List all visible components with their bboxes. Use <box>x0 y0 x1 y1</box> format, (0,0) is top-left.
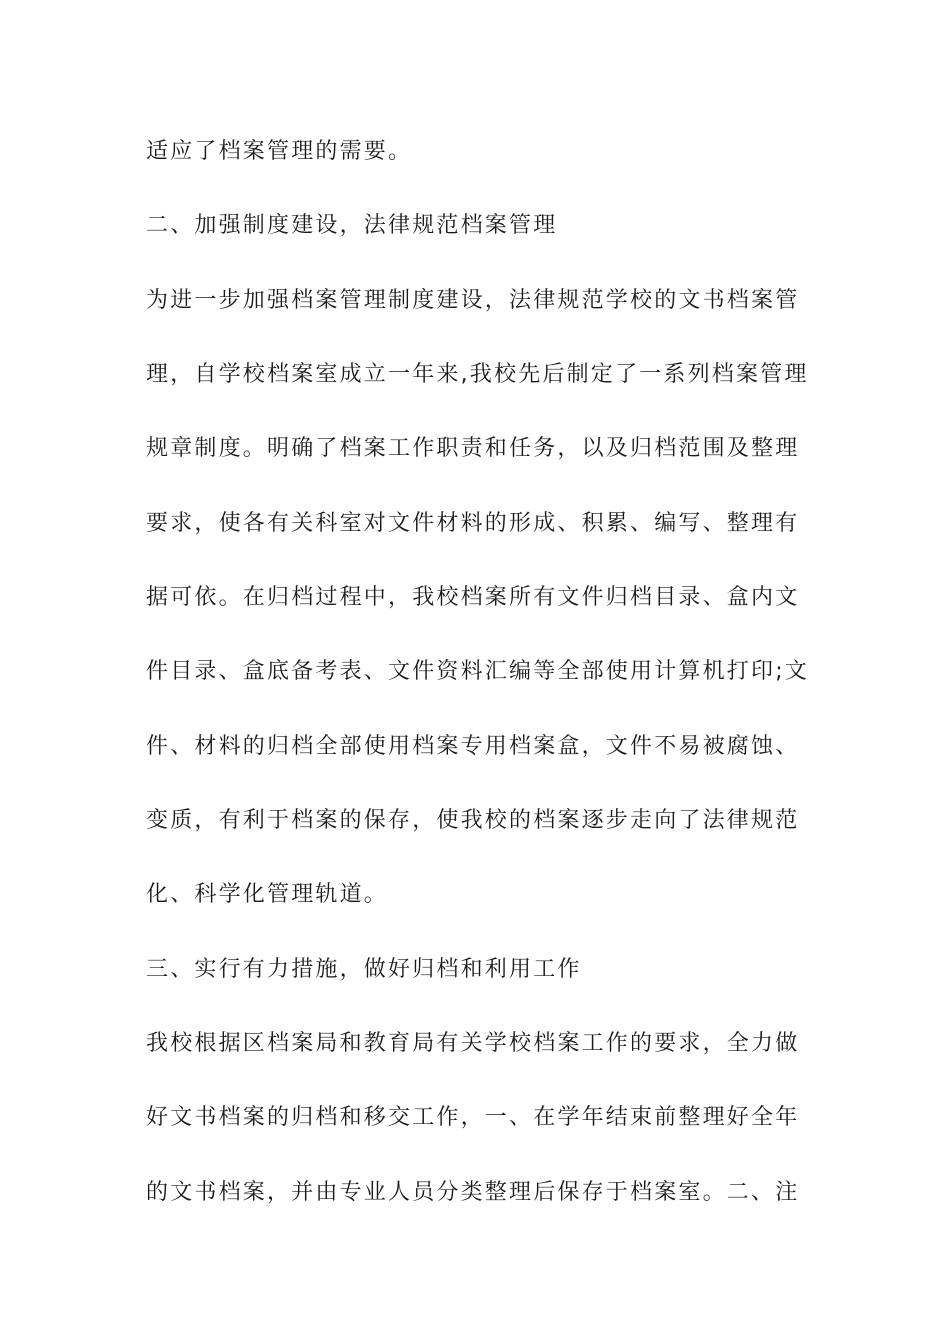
paragraph-line: 我校根据区档案局和教育局有关学校档案工作的要求，全力做 <box>146 1031 800 1056</box>
paragraph-line: 好文书档案的归档和移交工作，一、在学年结束前整理好全年 <box>146 1105 800 1130</box>
paragraph-line: 据可依。在归档过程中，我校档案所有文件归档目录、盒内文 <box>146 585 800 610</box>
paragraph-line: 为进一步加强档案管理制度建设，法律规范学校的文书档案管 <box>146 288 800 313</box>
paragraph-line: 的文书档案，并由专业人员分类整理后保存于档案室。二、注 <box>146 1180 800 1205</box>
paragraph-line: 规章制度。明确了档案工作职责和任务，以及归档范围及整理 <box>146 436 800 461</box>
section-heading-3: 三、实行有力措施，做好归档和利用工作 <box>146 957 582 982</box>
paragraph-line: 件、材料的归档全部使用档案专用档案盒，文件不易被腐蚀、 <box>146 734 800 759</box>
paragraph-line: 理，自学校档案室成立一年来,我校先后制定了一系列档案管理 <box>146 362 809 387</box>
paragraph-line: 化、科学化管理轨道。 <box>146 882 389 907</box>
paragraph-line: 适应了档案管理的需要。 <box>146 139 413 164</box>
paragraph-line: 要求，使各有关科室对文件材料的形成、积累、编写、整理有 <box>146 511 800 536</box>
paragraph-line: 件目录、盒底备考表、文件资料汇编等全部使用计算机打印;文 <box>146 659 810 684</box>
section-heading-2: 二、加强制度建设，法律规范档案管理 <box>146 213 558 238</box>
paragraph-line: 变质，有利于档案的保存，使我校的档案逐步走向了法律规范 <box>146 808 800 833</box>
